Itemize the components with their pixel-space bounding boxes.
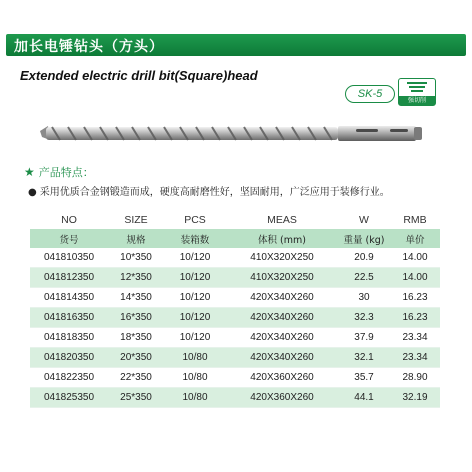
features-title-text: 产品特点： (38, 166, 94, 179)
cell-pcs: 10/80 (164, 368, 226, 388)
cell-w: 37.9 (338, 328, 390, 348)
cell-pcs: 10/120 (164, 308, 226, 328)
cell-rmb: 32.19 (390, 388, 440, 408)
cell-rmb: 16.23 (390, 308, 440, 328)
cell-meas: 420X340X260 (226, 328, 338, 348)
cell-no: 041812350 (30, 268, 108, 288)
cell-rmb: 23.34 (390, 328, 440, 348)
cell-rmb: 14.00 (390, 248, 440, 268)
cell-size: 22*350 (108, 368, 164, 388)
cell-rmb: 16.23 (390, 288, 440, 308)
cell-no: 041818350 (30, 328, 108, 348)
cell-pcs: 10/120 (164, 288, 226, 308)
table-row (30, 248, 440, 268)
cell-w: 35.7 (338, 368, 390, 388)
cell-size: 18*350 (108, 328, 164, 348)
cell-pcs: 10/120 (164, 248, 226, 268)
star-icon: ★ (24, 165, 35, 179)
cell-meas: 420X360X260 (226, 388, 338, 408)
table-row (30, 308, 440, 328)
cell-size: 25*350 (108, 388, 164, 408)
table-header-row-en (30, 210, 440, 229)
header-bar (6, 34, 466, 56)
col-header-meas-cn: 体积 (mm) (226, 229, 338, 248)
cell-w: 32.1 (338, 348, 390, 368)
col-header-rmb-cn: 单价 (390, 229, 440, 248)
cell-pcs: 10/80 (164, 388, 226, 408)
sku-badge: SK-5 (345, 85, 395, 103)
cell-w: 44.1 (338, 388, 390, 408)
col-header-meas: MEAS (267, 213, 297, 226)
cell-meas: 410X320X250 (226, 268, 338, 288)
cell-w: 32.3 (338, 308, 390, 328)
cell-w: 22.5 (338, 268, 390, 288)
cell-w: 30 (338, 288, 390, 308)
col-header-no: NO (61, 213, 77, 226)
cell-meas: 420X340X260 (226, 308, 338, 328)
table-row (30, 328, 440, 348)
cell-no: 041816350 (30, 308, 108, 328)
brand-tag: 强切削 (399, 96, 435, 105)
cell-meas: 420X360X260 (226, 368, 338, 388)
col-header-size: SIZE (124, 213, 148, 226)
table-row (30, 268, 440, 288)
product-subtitle: Extended electric drill bit(Square)head (20, 68, 258, 83)
cell-no: 041810350 (30, 248, 108, 268)
table-header-row-cn (30, 229, 440, 248)
page-title: 加长电锤钻头（方头） (14, 39, 164, 55)
table-row (30, 288, 440, 308)
brand-logo-icon (407, 81, 427, 93)
spec-table (30, 210, 440, 408)
cell-rmb: 28.90 (390, 368, 440, 388)
cell-meas: 420X340X260 (226, 348, 338, 368)
cell-rmb: 14.00 (390, 268, 440, 288)
cell-no: 041825350 (30, 388, 108, 408)
col-header-no-cn: 货号 (30, 229, 108, 248)
feature-item (28, 183, 390, 198)
drill-bit-image (38, 118, 428, 148)
cell-size: 20*350 (108, 348, 164, 368)
col-header-pcs-cn: 装箱数 (164, 229, 226, 248)
cell-w: 20.9 (338, 248, 390, 268)
cell-size: 14*350 (108, 288, 164, 308)
cell-rmb: 23.34 (390, 348, 440, 368)
table-row (30, 348, 440, 368)
feature-item-text: 采用优质合金钢锻造而成，硬度高耐磨性好，坚固耐用，广泛应用于装修行业。 (39, 187, 390, 198)
cell-pcs: 10/120 (164, 328, 226, 348)
cell-no: 041814350 (30, 288, 108, 308)
table-row (30, 388, 440, 408)
bullet-icon: ● (28, 187, 37, 198)
col-header-rmb: RMB (403, 213, 427, 226)
cell-meas: 420X340X260 (226, 288, 338, 308)
cell-pcs: 10/80 (164, 348, 226, 368)
brand-logo (398, 78, 436, 106)
cell-size: 10*350 (108, 248, 164, 268)
col-header-pcs: PCS (184, 213, 206, 226)
col-header-w: W (359, 213, 369, 226)
col-header-size-cn: 规格 (108, 229, 164, 248)
cell-meas: 410X320X250 (226, 248, 338, 268)
col-header-w-cn: 重量 (kg) (338, 229, 390, 248)
cell-size: 16*350 (108, 308, 164, 328)
cell-pcs: 10/120 (164, 268, 226, 288)
cell-no: 041820350 (30, 348, 108, 368)
table-row (30, 368, 440, 388)
cell-no: 041822350 (30, 368, 108, 388)
features-title (24, 164, 94, 180)
cell-size: 12*350 (108, 268, 164, 288)
